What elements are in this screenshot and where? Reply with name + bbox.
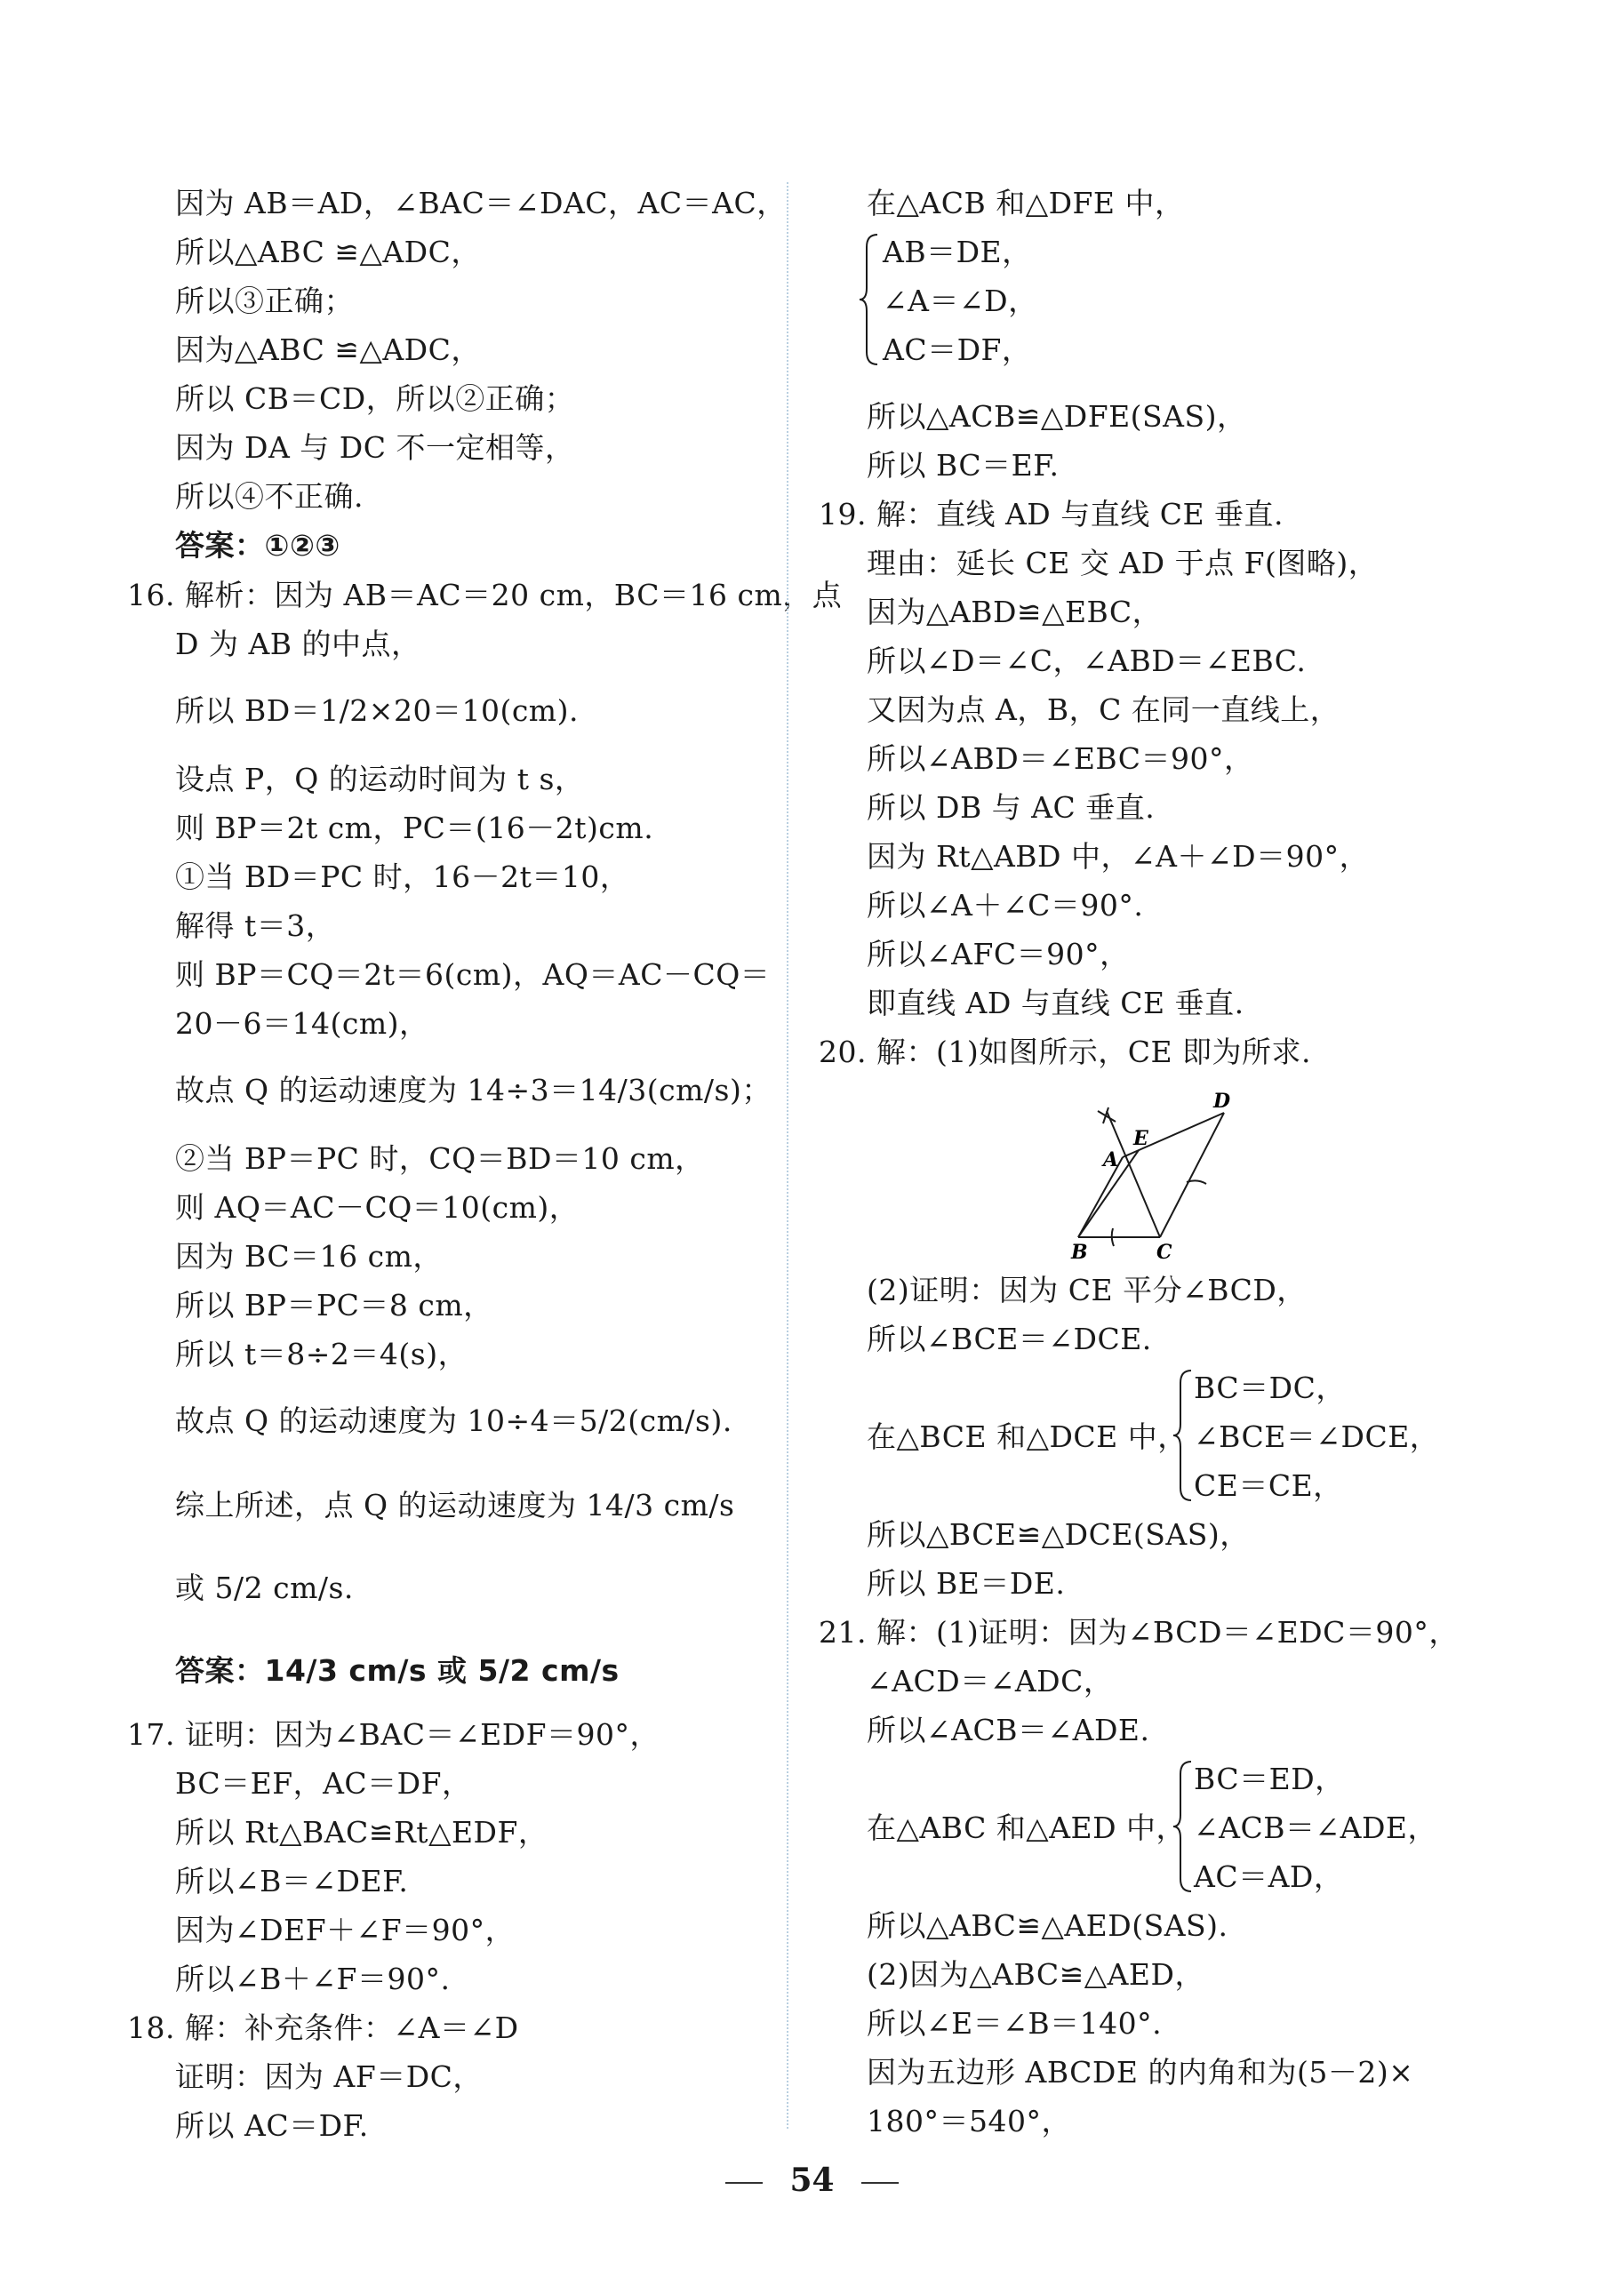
text-line: 因为△ABD≌△EBC，: [867, 595, 1163, 629]
text-line: 解得 t＝3，: [175, 908, 336, 943]
segment-cd: [1160, 1113, 1224, 1237]
text-line: 即直线 AD 与直线 CE 垂直.: [867, 986, 1244, 1020]
text-line: 所以④不正确.: [175, 479, 364, 514]
text-line: 所以 BP＝PC＝8 cm，: [175, 1288, 493, 1323]
problem-20-heading: 20. 解：(1)如图所示，CE 即为所求.: [819, 1035, 1312, 1069]
text-line: 因为 DA 与 DC 不一定相等，: [175, 430, 575, 465]
column-divider: [787, 182, 788, 2129]
text-line: 因为五边形 ABCDE 的内角和为(5－2)×: [867, 2055, 1414, 2090]
text-line: ∠ACB＝∠ADE，: [1194, 1810, 1438, 1845]
label-c: C: [1156, 1241, 1172, 1262]
problem-21-heading: 21. 解：(1)证明：因为∠BCD＝∠EDC＝90°，: [819, 1615, 1459, 1650]
text-line: 所以 DB 与 AC 垂直.: [867, 790, 1156, 825]
arc-mark: [1098, 1107, 1116, 1123]
text-line: 所以∠D＝∠C，∠ABD＝∠EBC.: [867, 643, 1307, 678]
text-line: 180°＝540°，: [867, 2104, 1071, 2138]
footer-dash: [725, 2182, 763, 2184]
text-line: 所以∠A＋∠C＝90°.: [867, 888, 1144, 923]
text-line: 因为△ABC ≌△ADC，: [175, 332, 481, 367]
text-line: BC＝ED，: [1194, 1762, 1345, 1796]
text-line: (2)证明：因为 CE 平分∠BCD，: [867, 1273, 1307, 1307]
page-number: 54: [789, 2162, 835, 2199]
text-line: ∠A＝∠D，: [883, 284, 1038, 318]
text-line: ②当 BP＝PC 时，CQ＝BD＝10 cm，: [175, 1141, 705, 1176]
left-brace: [858, 233, 881, 366]
text-line: 因为 AB＝AD，∠BAC＝∠DAC，AC＝AC，: [175, 186, 787, 220]
text-line: 又因为点 A，B，C 在同一直线上，: [867, 692, 1340, 727]
text-line: BC＝DC，: [1194, 1371, 1346, 1405]
text-line: 在△BCE 和△DCE 中，: [867, 1419, 1188, 1454]
answer-line: [175, 526, 340, 565]
text-line: 则 BP＝CQ＝2t＝6(cm)，AQ＝AC－CQ＝: [175, 957, 771, 992]
page-footer: [0, 2162, 1624, 2199]
text-line: ①当 BD＝PC 时，16－2t＝10，: [175, 859, 630, 894]
text-line: 因为∠DEF＋∠F＝90°，: [175, 1913, 516, 1947]
arc-mark: [1187, 1180, 1206, 1184]
text-line: 20－6＝14(cm)，: [175, 1006, 429, 1041]
text-line: 所以 BD＝1/2×20＝10(cm).: [175, 693, 579, 728]
geometry-figure: [1062, 1084, 1249, 1262]
text-line: 所以∠E＝∠B＝140°.: [867, 2006, 1163, 2041]
footer-dash: [861, 2182, 899, 2184]
text-line: 故点 Q 的运动速度为 10÷4＝5/2(cm/s).: [175, 1403, 732, 1438]
text-line: 所以∠B＋∠F＝90°.: [175, 1962, 451, 1996]
text-line: BC＝EF，AC＝DF，: [175, 1766, 472, 1801]
text-line: 所以 t＝8÷2＝4(s)，: [175, 1337, 468, 1371]
text-line: 在△ABC 和△AED 中，: [867, 1810, 1187, 1845]
label-a: A: [1103, 1148, 1119, 1171]
problem-17-heading: 17. 证明：因为∠BAC＝∠EDF＝90°，: [127, 1717, 660, 1752]
text-line: 所以△ACB≌△DFE(SAS)，: [867, 399, 1247, 434]
text-line: AC＝AD，: [1194, 1859, 1344, 1894]
text-line: CE＝CE，: [1194, 1468, 1343, 1503]
problem-19-heading: 19. 解：直线 AD 与直线 CE 垂直.: [819, 497, 1284, 532]
text-line: 所以 BE＝DE.: [867, 1566, 1066, 1601]
text-line: 所以 AC＝DF.: [175, 2108, 369, 2143]
text-line: ∠ACD＝∠ADC，: [867, 1664, 1114, 1699]
text-line: 因为 BC＝16 cm，: [175, 1239, 443, 1274]
answer-line: [175, 1651, 620, 1691]
problem-16-heading: 16. 解析：因为 AB＝AC＝20 cm，BC＝16 cm，点: [127, 578, 843, 612]
text-line: 所以∠AFC＝90°，: [867, 937, 1130, 971]
text-line: 在△ACB 和△DFE 中，: [867, 186, 1185, 220]
text-line: D 为 AB 的中点，: [175, 627, 421, 661]
text-line: 所以 CB＝CD，所以②正确；: [175, 381, 575, 416]
text-line: 所以③正确；: [175, 284, 354, 318]
text-line: AB＝DE，: [883, 235, 1032, 269]
text-line: 理由：延长 CE 交 AD 于点 F(图略)，: [867, 546, 1379, 580]
text-line: 或 5/2 cm/s.: [175, 1571, 354, 1605]
label-e: E: [1133, 1127, 1148, 1150]
text-line: 所以△ABC≌△AED(SAS).: [867, 1908, 1228, 1943]
text-line: 证明：因为 AF＝DC，: [175, 2059, 483, 2094]
text-line: 所以∠BCE＝∠DCE.: [867, 1322, 1152, 1356]
text-line: AC＝DF，: [883, 332, 1032, 367]
text-line: ∠BCE＝∠DCE，: [1194, 1419, 1440, 1454]
text-line: 因为 Rt△ABD 中，∠A＋∠D＝90°，: [867, 839, 1370, 874]
text-line: 则 AQ＝AC－CQ＝10(cm)，: [175, 1190, 580, 1225]
text-line: 所以∠ACB＝∠ADE.: [867, 1713, 1150, 1747]
text-line: 所以△ABC ≌△ADC，: [175, 235, 481, 269]
text-line: 综上所述，点 Q 的运动速度为 14/3 cm/s: [175, 1488, 735, 1523]
text-line: (2)因为△ABC≌△AED，: [867, 1957, 1204, 1992]
text-line: 设点 P，Q 的运动时间为 t s，: [175, 762, 585, 796]
text-line: 所以 Rt△BAC≌Rt△EDF，: [175, 1815, 548, 1850]
text-line: 所以∠ABD＝∠EBC＝90°，: [867, 741, 1254, 776]
text-line: 所以∠B＝∠DEF.: [175, 1864, 409, 1898]
label-d: D: [1213, 1090, 1231, 1113]
text-line: 所以△BCE≌△DCE(SAS)，: [867, 1517, 1250, 1552]
text-line: 则 BP＝2t cm，PC＝(16－2t)cm.: [175, 811, 654, 845]
text-line: 故点 Q 的运动速度为 14÷3＝14/3(cm/s)；: [175, 1073, 772, 1107]
answer-text: 答案：①②③: [175, 528, 340, 563]
answer-text: 答案：14/3 cm/s 或 5/2 cm/s: [175, 1653, 620, 1688]
label-b: B: [1071, 1241, 1088, 1262]
text-line: 所以 BC＝EF.: [867, 448, 1060, 483]
problem-18-heading: 18. 解：补充条件：∠A＝∠D: [127, 2010, 519, 2045]
